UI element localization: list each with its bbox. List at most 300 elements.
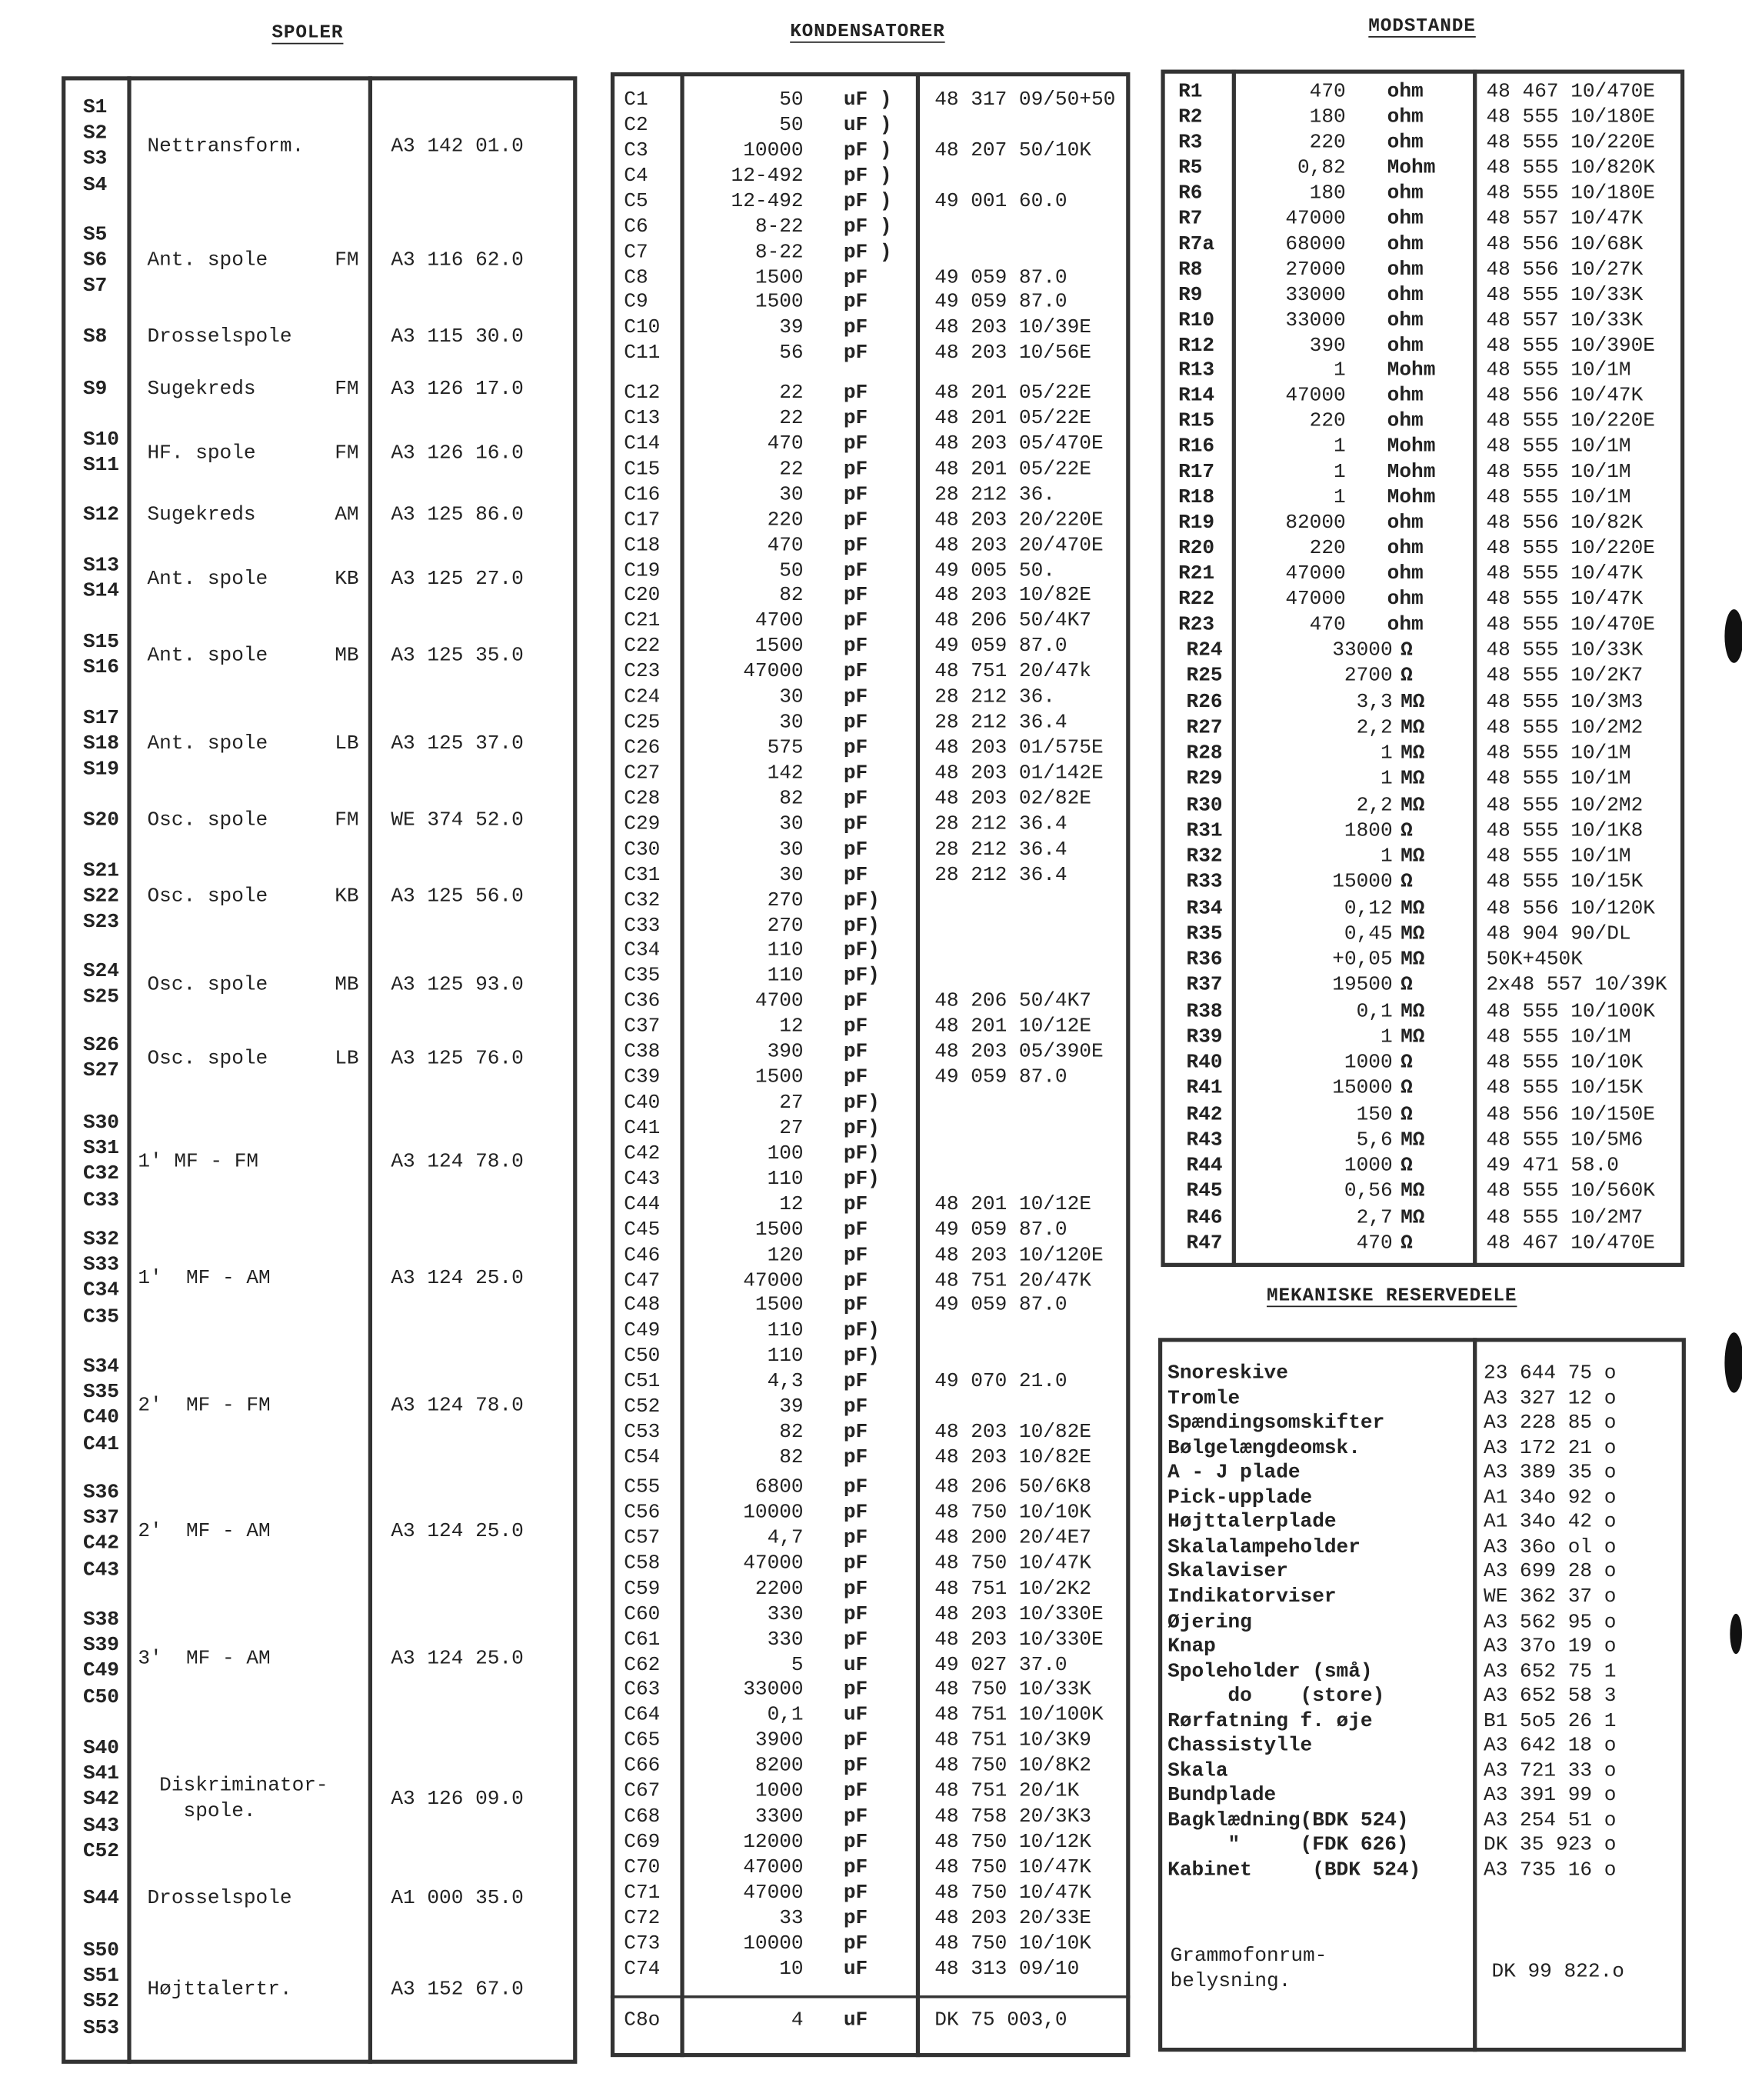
capacitor-part-number: 48 203 20/33E [934, 1906, 1091, 1930]
capacitor-unit: pF [843, 508, 868, 532]
resistor-id: R30 [1186, 793, 1223, 817]
capacitor-part-number: 49 059 87.0 [934, 1218, 1068, 1242]
resistor-value: 2,7 [1356, 1206, 1393, 1229]
capacitor-value: 330 [767, 1628, 804, 1651]
capacitor-id: C13 [624, 407, 661, 430]
resistor-part-number: 48 555 10/1M [1486, 742, 1631, 765]
capacitor-value: 2200 [754, 1577, 804, 1601]
coil-name: Osc. spole [147, 885, 268, 908]
capacitor-part-number: 48 203 01/575E [934, 736, 1104, 760]
capacitor-unit: pF) [843, 939, 880, 962]
coil-id: S32 [82, 1228, 119, 1252]
resistor-unit: MΩ [1401, 896, 1425, 920]
capacitor-unit: pF [843, 1370, 868, 1394]
coil-id: S13 [82, 554, 119, 578]
mechanical-part-name: " (FDK 626) [1167, 1834, 1409, 1857]
coil-part-number: A1 000 35.0 [391, 1887, 524, 1910]
capacitor-value: 10 [779, 1957, 804, 1981]
capacitor-id: C32 [624, 888, 661, 912]
capacitor-value: 270 [767, 914, 804, 937]
resistor-value: 220 [1309, 131, 1346, 155]
resistor-id: R32 [1186, 845, 1223, 868]
capacitor-id: C19 [624, 558, 661, 582]
resistor-id: R42 [1186, 1103, 1223, 1126]
capacitor-unit: pF [843, 407, 868, 430]
coil-id: S50 [82, 1938, 119, 1962]
mechanical-part-number: DK 99 822.o [1491, 1960, 1624, 1984]
resistor-id: R13 [1178, 359, 1215, 382]
capacitor-part-number: 48 201 10/12E [934, 1192, 1091, 1216]
mechanical-part-name: Spændingsomskifter [1167, 1412, 1385, 1435]
coil-id: S33 [82, 1253, 119, 1277]
capacitor-unit: pF) [843, 1319, 880, 1343]
resistor-part-number: 48 556 10/27K [1486, 258, 1644, 281]
capacitor-part-number: 48 203 10/82E [934, 1421, 1091, 1445]
coil-name: 3' MF - AM [138, 1647, 271, 1670]
capacitor-unit: pF [843, 1268, 868, 1292]
coil-part-number: A3 124 25.0 [391, 1647, 524, 1670]
punch-hole-mark [1724, 609, 1742, 663]
resistor-unit: Ω [1401, 1155, 1413, 1178]
mechanical-part-name: Spoleholder (små) [1167, 1660, 1373, 1683]
resistor-part-number: 48 555 10/1K8 [1486, 819, 1644, 842]
mechanical-part-name: Bølgelængdeomsk. [1167, 1436, 1361, 1460]
capacitor-id: C21 [624, 609, 661, 633]
capacitor-id: C56 [624, 1501, 661, 1525]
capacitor-id: C23 [624, 660, 661, 684]
resistor-id: R20 [1178, 537, 1215, 560]
coil-band: LB [335, 732, 359, 756]
coil-name: 1' MF - AM [138, 1266, 271, 1290]
capacitor-id: C70 [624, 1855, 661, 1879]
resistor-value: 1800 [1344, 819, 1393, 842]
capacitor-id: C65 [624, 1729, 661, 1752]
capacitor-value: 30 [779, 812, 804, 836]
resistor-unit: MΩ [1401, 716, 1425, 739]
capacitor-unit: pF) [843, 1167, 880, 1191]
mechanical-part-number: B1 5o5 26 1 [1484, 1709, 1617, 1733]
divider [1232, 70, 1236, 1267]
capacitor-unit: pF [843, 762, 868, 785]
capacitor-unit: pF [843, 990, 868, 1013]
coil-name: Drosselspole [147, 325, 292, 348]
capacitor-part-number: 49 027 37.0 [934, 1653, 1068, 1676]
resistor-id: R31 [1186, 819, 1223, 842]
coil-id: C33 [82, 1188, 119, 1212]
capacitor-value: 47000 [743, 660, 804, 684]
capacitor-value: 12 [779, 1015, 804, 1038]
coil-id: S53 [82, 2016, 119, 2039]
resistor-unit: Ω [1401, 1232, 1413, 1255]
capacitor-value: 120 [767, 1243, 804, 1267]
capacitor-unit: pF [843, 1577, 868, 1601]
capacitor-value: 10000 [743, 138, 804, 162]
capacitor-unit: pF [843, 1501, 868, 1525]
coil-id: S40 [82, 1737, 119, 1760]
resistor-unit: ohm [1387, 105, 1424, 129]
resistor-value: 470 [1309, 613, 1346, 636]
coil-name: Ant. spole [147, 249, 268, 272]
resistor-part-number: 2x48 557 10/39K [1486, 974, 1667, 997]
capacitor-id: C8o [624, 2008, 661, 2032]
resistor-part-number: 48 555 10/470E [1486, 613, 1655, 636]
resistor-id: R24 [1186, 638, 1223, 662]
mechanical-part-number: A3 642 18 o [1484, 1735, 1617, 1758]
capacitor-value: 50 [779, 113, 804, 137]
coil-id: S11 [82, 454, 119, 478]
capacitor-value: 22 [779, 458, 804, 481]
capacitor-value: 8-22 [754, 215, 804, 238]
resistor-value: 0,12 [1344, 896, 1393, 920]
resistor-value: 1 [1334, 461, 1346, 484]
capacitor-id: C30 [624, 838, 661, 862]
capacitor-unit: pF [843, 265, 868, 289]
coil-id: S2 [82, 122, 108, 145]
capacitor-id: C67 [624, 1780, 661, 1803]
resistor-unit: MΩ [1401, 742, 1425, 765]
coil-id: S8 [82, 325, 108, 348]
capacitor-part-number: 48 203 05/390E [934, 1041, 1104, 1064]
capacitor-unit: pF [843, 1526, 868, 1550]
capacitor-part-number: 28 212 36. [934, 483, 1055, 506]
mechanical-part-number: A3 699 28 o [1484, 1560, 1617, 1584]
resistor-part-number: 48 555 10/1M [1486, 1025, 1631, 1049]
capacitor-value: 3300 [754, 1805, 804, 1828]
punch-hole-mark [1730, 1614, 1742, 1654]
capacitor-part-number: 49 001 60.0 [934, 189, 1068, 213]
resistor-value: 0,1 [1356, 999, 1393, 1023]
capacitor-value: 1500 [754, 265, 804, 289]
coil-id: C49 [82, 1659, 119, 1683]
capacitor-value: 5 [791, 1653, 804, 1676]
resistor-unit: Ω [1401, 871, 1413, 894]
coil-id: S6 [82, 249, 108, 272]
capacitor-part-number: 28 212 36.4 [934, 838, 1068, 862]
coil-name: Drosselspole [147, 1887, 292, 1910]
capacitor-id: C64 [624, 1704, 661, 1727]
resistor-part-number: 48 556 10/82K [1486, 512, 1644, 535]
capacitor-id: C11 [624, 342, 661, 365]
resistor-part-number: 48 556 10/68K [1486, 232, 1644, 255]
coil-id: S43 [82, 1814, 119, 1837]
capacitor-id: C61 [624, 1628, 661, 1651]
mechanical-part-name: do (store) [1167, 1685, 1385, 1708]
coil-part-number: A3 115 30.0 [391, 325, 524, 348]
capacitor-id: C35 [624, 965, 661, 988]
capacitor-part-number: 48 751 20/47K [934, 1268, 1091, 1292]
capacitor-unit: pF [843, 1395, 868, 1419]
resistor-value: 2,2 [1356, 793, 1393, 817]
resistor-part-number: 48 555 10/220E [1486, 537, 1655, 560]
capacitor-unit: pF [843, 1628, 868, 1651]
coil-id: S3 [82, 148, 108, 171]
coil-part-number: WE 374 52.0 [391, 808, 524, 832]
coil-id: S44 [82, 1887, 119, 1910]
resistor-part-number: 48 555 10/2K7 [1486, 664, 1644, 688]
capacitor-value: 22 [779, 382, 804, 405]
resistor-value: 33000 [1332, 638, 1393, 662]
capacitor-id: C42 [624, 1142, 661, 1165]
coil-name: 1' MF - FM [138, 1150, 259, 1173]
resistor-id: R18 [1178, 486, 1215, 509]
coil-id: C43 [82, 1558, 119, 1582]
capacitor-id: C14 [624, 432, 661, 455]
resistor-unit: Mohm [1387, 359, 1436, 382]
coil-part-number: A3 125 37.0 [391, 732, 524, 756]
mechanical-part-name: Kabinet (BDK 524) [1167, 1858, 1421, 1882]
coil-id: S25 [82, 985, 119, 1009]
capacitor-part-number: 48 750 10/10K [934, 1932, 1091, 1955]
coil-name: Osc. spole [147, 1046, 268, 1070]
capacitor-unit: pF [843, 1830, 868, 1854]
capacitor-value: 47000 [743, 1552, 804, 1575]
capacitor-unit: pF ) [843, 138, 892, 162]
capacitor-part-number: 48 750 10/47K [934, 1552, 1091, 1575]
capacitor-id: C59 [624, 1577, 661, 1601]
capacitor-unit: pF ) [843, 164, 892, 188]
coil-band: AM [335, 503, 359, 527]
mechanical-part-number: 23 644 75 o [1484, 1362, 1617, 1385]
coil-id: S41 [82, 1762, 119, 1786]
resistor-part-number: 48 555 10/47K [1486, 588, 1644, 611]
capacitor-id: C9 [624, 291, 648, 315]
capacitor-part-number: 49 070 21.0 [934, 1370, 1068, 1394]
capacitor-part-number: 48 206 50/4K7 [934, 609, 1091, 633]
resistor-id: R29 [1186, 768, 1223, 791]
coil-id: S9 [82, 377, 108, 401]
capacitor-unit: pF [843, 342, 868, 365]
resistor-value: 220 [1309, 537, 1346, 560]
capacitor-unit: pF [843, 1218, 868, 1242]
resistor-id: R5 [1178, 156, 1203, 180]
capacitor-value: 1000 [754, 1780, 804, 1803]
resistor-unit: Ω [1401, 1051, 1413, 1075]
resistor-part-number: 48 555 10/15K [1486, 871, 1644, 894]
capacitor-part-number: 28 212 36. [934, 685, 1055, 709]
capacitor-unit: pF [843, 483, 868, 506]
capacitor-part-number: 49 005 50. [934, 558, 1055, 582]
resistor-value: 1 [1380, 1025, 1393, 1049]
coil-id: S31 [82, 1137, 119, 1161]
capacitor-unit: pF [843, 1475, 868, 1499]
resistor-value: 220 [1309, 410, 1346, 433]
coil-part-number: A3 125 27.0 [391, 567, 524, 591]
capacitor-value: 12000 [743, 1830, 804, 1854]
capacitor-value: 30 [779, 685, 804, 709]
coil-id: S23 [82, 911, 119, 935]
capacitor-unit: pF) [843, 888, 880, 912]
capacitor-part-number: 48 750 10/47K [934, 1881, 1091, 1905]
capacitor-id: C60 [624, 1602, 661, 1625]
capacitor-unit: pF [843, 1066, 868, 1089]
capacitor-unit: pF ) [843, 189, 892, 213]
mechanical-part-number: A3 327 12 o [1484, 1386, 1617, 1410]
capacitor-value: 8200 [754, 1755, 804, 1778]
capacitor-value: 82 [779, 584, 804, 608]
resistor-unit: Mohm [1387, 435, 1436, 458]
resistor-part-number: 48 555 10/1M [1486, 768, 1631, 791]
capacitor-id: C45 [624, 1218, 661, 1242]
capacitor-value: 4700 [754, 609, 804, 633]
resistor-value: 68000 [1285, 232, 1346, 255]
coil-id: S37 [82, 1506, 119, 1530]
capacitor-id: C43 [624, 1167, 661, 1191]
mechanical-part-name: Rørfatning f. øje [1167, 1709, 1373, 1733]
capacitor-unit: pF [843, 316, 868, 340]
capacitor-value: 110 [767, 1319, 804, 1343]
resistor-id: R33 [1186, 871, 1223, 894]
coil-part-number: A3 126 17.0 [391, 377, 524, 401]
mechanical-part-number: DK 35 923 o [1484, 1834, 1617, 1857]
capacitor-value: 82 [779, 1446, 804, 1469]
resistor-id: R38 [1186, 999, 1223, 1023]
capacitor-id: C50 [624, 1345, 661, 1368]
capacitor-id: C69 [624, 1830, 661, 1854]
capacitor-unit: pF [843, 685, 868, 709]
capacitor-value: 30 [779, 863, 804, 886]
resistor-part-number: 48 555 10/560K [1486, 1180, 1655, 1204]
mechanical-part-number: A3 391 99 o [1484, 1784, 1617, 1808]
resistor-id: R34 [1186, 896, 1223, 920]
capacitor-value: 100 [767, 1142, 804, 1165]
capacitor-id: C37 [624, 1015, 661, 1038]
resistor-part-number: 48 904 90/DL [1486, 922, 1631, 945]
resistor-id: R1 [1178, 80, 1203, 104]
capacitor-unit: pF [843, 1446, 868, 1469]
capacitor-unit: pF [843, 1881, 868, 1905]
capacitor-part-number: 48 751 10/2K2 [934, 1577, 1091, 1601]
capacitor-id: C63 [624, 1678, 661, 1702]
resistor-part-number: 48 555 10/220E [1486, 131, 1655, 155]
coil-part-number: A3 125 35.0 [391, 643, 524, 667]
capacitor-part-number: 48 201 05/22E [934, 382, 1091, 405]
capacitor-part-number: 48 201 05/22E [934, 407, 1091, 430]
capacitor-value: 12-492 [731, 164, 804, 188]
coil-id: S16 [82, 656, 119, 680]
capacitor-unit: uF ) [843, 88, 892, 112]
capacitor-part-number: 48 201 05/22E [934, 458, 1091, 481]
capacitor-unit: pF [843, 1906, 868, 1930]
capacitor-unit: pF [843, 1602, 868, 1625]
resistor-unit: ohm [1387, 283, 1424, 306]
capacitor-unit: pF [843, 812, 868, 836]
capacitor-unit: pF) [843, 965, 880, 988]
resistor-id: R25 [1186, 664, 1223, 688]
capacitor-unit: pF [843, 1243, 868, 1267]
coil-id: S1 [82, 96, 108, 119]
capacitor-unit: pF) [843, 1142, 880, 1165]
coil-part-number: A3 125 56.0 [391, 885, 524, 908]
resistor-unit: ohm [1387, 80, 1424, 104]
capacitor-unit: pF [843, 1041, 868, 1064]
resistor-unit: ohm [1387, 537, 1424, 560]
capacitor-part-number: DK 75 003,0 [934, 2008, 1068, 2032]
capacitor-unit: pF [843, 1805, 868, 1828]
capacitor-id: C66 [624, 1755, 661, 1778]
resistor-unit: ohm [1387, 512, 1424, 535]
resistor-value: 1 [1380, 742, 1393, 765]
resistor-unit: ohm [1387, 131, 1424, 155]
coil-band: FM [335, 808, 359, 832]
coil-part-number: A3 125 93.0 [391, 972, 524, 996]
mechanical-part-name: Bundplade [1167, 1784, 1277, 1808]
coil-name: Ant. spole [147, 643, 268, 667]
capacitor-value: 33000 [743, 1678, 804, 1702]
mechanical-part-number: A3 721 33 o [1484, 1759, 1617, 1782]
capacitor-part-number: 48 203 10/120E [934, 1243, 1104, 1267]
capacitor-value: 330 [767, 1602, 804, 1625]
capacitor-id: C28 [624, 787, 661, 811]
coil-id: C32 [82, 1162, 119, 1186]
capacitor-value: 270 [767, 888, 804, 912]
capacitor-part-number: 48 203 01/142E [934, 762, 1104, 785]
resistor-id: R28 [1186, 742, 1223, 765]
coil-part-number: A3 124 78.0 [391, 1394, 524, 1417]
mechanical-part-name: Pick-upplade [1167, 1486, 1313, 1509]
capacitor-id: C10 [624, 316, 661, 340]
mechanical-part-number: A3 652 75 1 [1484, 1660, 1617, 1683]
resistor-id: R12 [1178, 334, 1215, 357]
capacitor-value: 4700 [754, 990, 804, 1013]
capacitor-unit: pF [843, 1421, 868, 1445]
resistor-id: R17 [1178, 461, 1215, 484]
capacitor-unit: pF [843, 558, 868, 582]
capacitor-part-number: 48 750 10/12K [934, 1830, 1091, 1854]
resistor-part-number: 48 557 10/33K [1486, 308, 1644, 332]
capacitor-id: C38 [624, 1041, 661, 1064]
capacitor-value: 4 [791, 2008, 804, 2032]
coil-id: S17 [82, 707, 119, 730]
resistor-id: R43 [1186, 1128, 1223, 1152]
coil-part-number: A3 126 09.0 [391, 1788, 524, 1812]
resistor-part-number: 48 555 10/5M6 [1486, 1128, 1644, 1152]
capacitor-value: 3900 [754, 1729, 804, 1752]
resistor-value: 47000 [1285, 562, 1346, 585]
capacitor-id: C71 [624, 1881, 661, 1905]
capacitor-value: 6800 [754, 1475, 804, 1499]
resistor-value: 0,56 [1344, 1180, 1393, 1204]
resistor-value: 470 [1309, 80, 1346, 104]
capacitor-value: 39 [779, 1395, 804, 1419]
mechanical-part-name: Skalaviser [1167, 1560, 1288, 1584]
capacitor-unit: pF [843, 533, 868, 557]
resistor-value: 47000 [1285, 588, 1346, 611]
mechanical-part-number: A3 254 51 o [1484, 1808, 1617, 1832]
resistor-id: R22 [1178, 588, 1215, 611]
capacitor-id: C52 [624, 1395, 661, 1419]
resistor-part-number: 48 555 10/1M [1486, 845, 1631, 868]
mechanical-part-number: A3 228 85 o [1484, 1412, 1617, 1435]
capacitor-value: 4,3 [767, 1370, 804, 1394]
capacitors-heading: KONDENSATORER [790, 21, 945, 43]
capacitor-id: C7 [624, 240, 648, 264]
resistor-unit: Mohm [1387, 156, 1436, 180]
coil-name: HF. spole [147, 441, 256, 465]
capacitor-part-number: 48 750 10/8K2 [934, 1755, 1091, 1778]
capacitor-part-number: 48 203 10/330E [934, 1602, 1104, 1625]
resistor-unit: ohm [1387, 207, 1424, 231]
resistor-id: R35 [1186, 922, 1223, 945]
resistor-unit: Ω [1401, 1103, 1413, 1126]
capacitor-id: C22 [624, 635, 661, 658]
resistor-part-number: 48 555 10/33K [1486, 638, 1644, 662]
resistor-value: 1 [1334, 435, 1346, 458]
capacitor-value: 27 [779, 1091, 804, 1115]
resistor-part-number: 48 555 10/2M2 [1486, 716, 1644, 739]
capacitor-part-number: 28 212 36.4 [934, 711, 1068, 735]
mechanical-part-number: A1 34o 42 o [1484, 1511, 1617, 1534]
capacitor-unit: uF ) [843, 113, 892, 137]
